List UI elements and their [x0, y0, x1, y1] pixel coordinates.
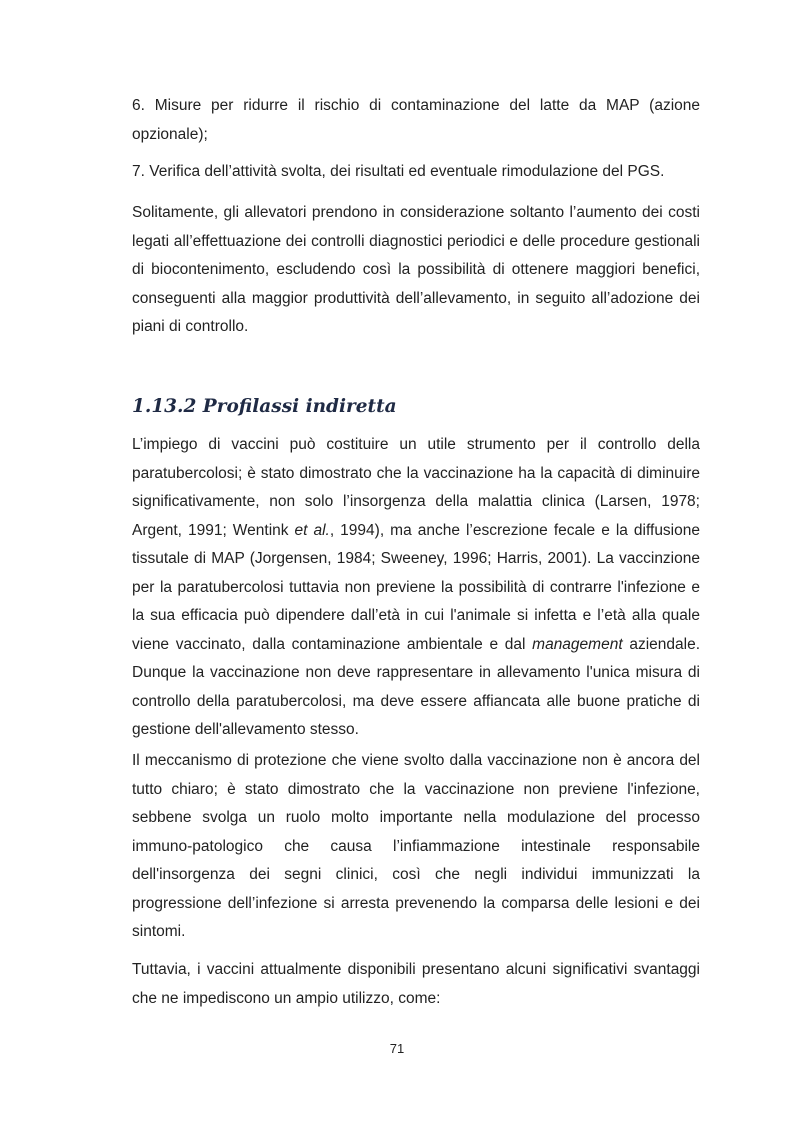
vaccines-text-3: aziendale. Dunque la vaccinazione non deve rappresentare in allevamento l'unica misura di controllo della paratubercolosi, ma deve essere affiancata alle buone pratiche di gestione dell'allevamento stesso.	[132, 635, 700, 738]
et-al-italic: et al.	[294, 521, 330, 539]
list-item-6: 6. Misure per ridurre il rischio di contaminazione del latte da MAP (azione opzionale);	[132, 97, 700, 143]
section-heading: 1.13.2 Profilassi indiretta	[132, 396, 397, 417]
paragraph-costs: Solitamente, gli allevatori prendono in considerazione soltanto l’aumento dei costi legati all’effettuazione dei controlli diagnostici periodici e delle procedure gestionali di biocontenimento, escludendo così la possibilità di ottenere maggiori benefici, conseguenti alla maggior produttività dell’allevamento, in seguito all’adozione dei piani di controllo.	[132, 204, 700, 335]
vaccines-text-1: L’impiego di vaccini può costituire un utile strumento per il controllo della paratubercolosi; è stato dimostrato che la vaccinazione ha la capacità di diminuire significativamente, non solo l’insorgenza della malattia clinica (Larsen, 1978; Argent, 1991; Wentink	[132, 436, 700, 539]
vaccines-text-2: , 1994), ma anche l’escrezione fecale e la diffusione tissutale di MAP (Jorgensen, 1984; Sweeney, 1996; Harris, 2001). La vaccinzione per la paratubercolosi tuttavia non previene la possibilità di contrarre l'infezione e la sua efficacia può dipendere dall’età in cui l'animale si infetta e l’età alla quale viene vaccinato, dalla contaminazione ambientale e dal	[132, 521, 700, 653]
page-number: 71	[389, 1041, 405, 1056]
list-item-7: 7. Verifica dell’attività svolta, dei risultati ed eventuale rimodulazione del PGS.	[132, 163, 665, 180]
paragraph-vaccines	[132, 431, 700, 745]
paragraph-drawbacks: Tuttavia, i vaccini attualmente disponibili presentano alcuni significativi svantaggi che ne impediscono un ampio utilizzo, come:	[132, 961, 700, 1007]
paragraph-mechanism: Il meccanismo di protezione che viene svolto dalla vaccinazione non è ancora del tutto chiaro; è stato dimostrato che la vaccinazione non previene l'infezione, sebbene svolga un ruolo molto importante nella modulazione del processo immuno-patologico che causa l’infiammazione intestinale responsabile dell'insorgenza dei segni clinici, così che negli individui immunizzati la progressione dell’infezione si arresta prevenendo la comparsa delle lesioni e dei sintomi.	[132, 752, 700, 940]
management-italic: management	[532, 635, 623, 653]
